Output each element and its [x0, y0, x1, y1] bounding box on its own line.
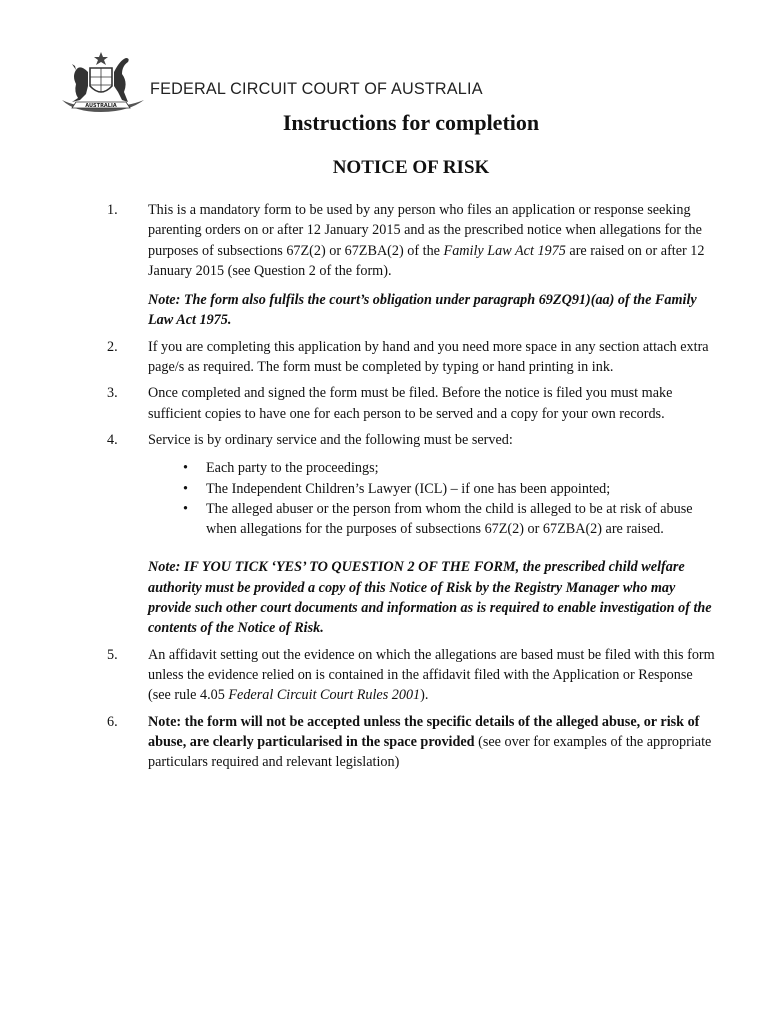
item-text: If you are completing this application by hand and you need more space in any section attach extra page/s as required. The form must be completed by typing or hand printing in ink. — [148, 338, 709, 376]
instruction-item-6 — [107, 712, 719, 773]
item-text: Note: the form will not be accepted unless the specific details of the alleged abuse, or risk of abuse, are clearly particularised in the space provided (see over for examples of the appropriate particulars required and relevant legislation) — [148, 713, 712, 771]
instructions-list — [107, 200, 719, 778]
list-item: • The alleged abuser or the person from whom the child is alleged to be at risk of abuse when allegations for the purposes of subsections 67Z(2) or 67ZBA(2) are raised. — [183, 499, 719, 540]
court-name: FEDERAL CIRCUIT COURT OF AUSTRALIA — [150, 80, 483, 98]
item-text: Once completed and signed the form must be filed. Before the notice is filed you must make sufficient copies to have one for each person to be served and a copy for your own records. — [148, 385, 673, 422]
document-subtitle: NOTICE OF RISK — [332, 157, 490, 178]
item-number: 6. — [107, 713, 118, 730]
served-parties-list — [148, 458, 719, 539]
list-item: • The Independent Children’s Lawyer (ICL) – if one has been appointed; — [183, 479, 719, 499]
list-item: • Each party to the proceedings; — [183, 458, 719, 478]
instruction-item-4 — [107, 430, 719, 639]
bold-note: Note: the form will not be accepted unless the specific details of the alleged abuse, or risk of abuse, are clearly particularised in the space provided — [148, 713, 700, 750]
coat-of-arms-icon — [58, 50, 148, 116]
item-number: 2. — [107, 338, 118, 355]
item-number: 3. — [107, 385, 118, 402]
item-note: Note: IF YOU TICK ‘YES’ TO QUESTION 2 OF THE FORM, the prescribed child welfare authority must be provided a copy of this Notice of Risk by the Registry Manager who may provide such other court documents and information as is required to enable investigation of the contents of the Notice of Risk. — [148, 559, 712, 637]
act-name: Family Law Act 1975 — [443, 242, 566, 259]
crest-ribbon-text: AUSTRALIA — [85, 103, 117, 109]
instruction-item-1 — [107, 200, 719, 331]
instruction-item-5 — [107, 645, 719, 706]
instruction-item-3 — [107, 383, 719, 424]
document-title: Instructions for completion — [282, 110, 540, 135]
item-text: An affidavit setting out the evidence on which the allegations are based must be filed with this form unless the evidence relied on is contained in the affidavit filed with the Application or Response (see rule 4.05 Federal Circuit Court Rules 2001). — [148, 646, 715, 704]
item-number: 4. — [107, 431, 118, 448]
instruction-item-2 — [107, 337, 719, 378]
item-text: This is a mandatory form to be used by any person who files an application or response seeking parenting orders on or after 12 January 2015 and as the prescribed notice when allegations for the purposes of subsections 67Z(2) or 67ZBA(2) of the Family Law Act 1975 are raised on or after 12 January 2015 (see Question 2 of the form). — [148, 202, 705, 279]
rules-name: Federal Circuit Court Rules 2001 — [228, 687, 421, 704]
item-number: 5. — [107, 646, 118, 663]
item-note: Note: The form also fulfils the court’s obligation under paragraph 69ZQ91)(aa) of the Family Law Act 1975. — [148, 292, 697, 329]
item-text: Service is by ordinary service and the following must be served: — [148, 431, 513, 448]
item-number: 1. — [107, 202, 118, 218]
